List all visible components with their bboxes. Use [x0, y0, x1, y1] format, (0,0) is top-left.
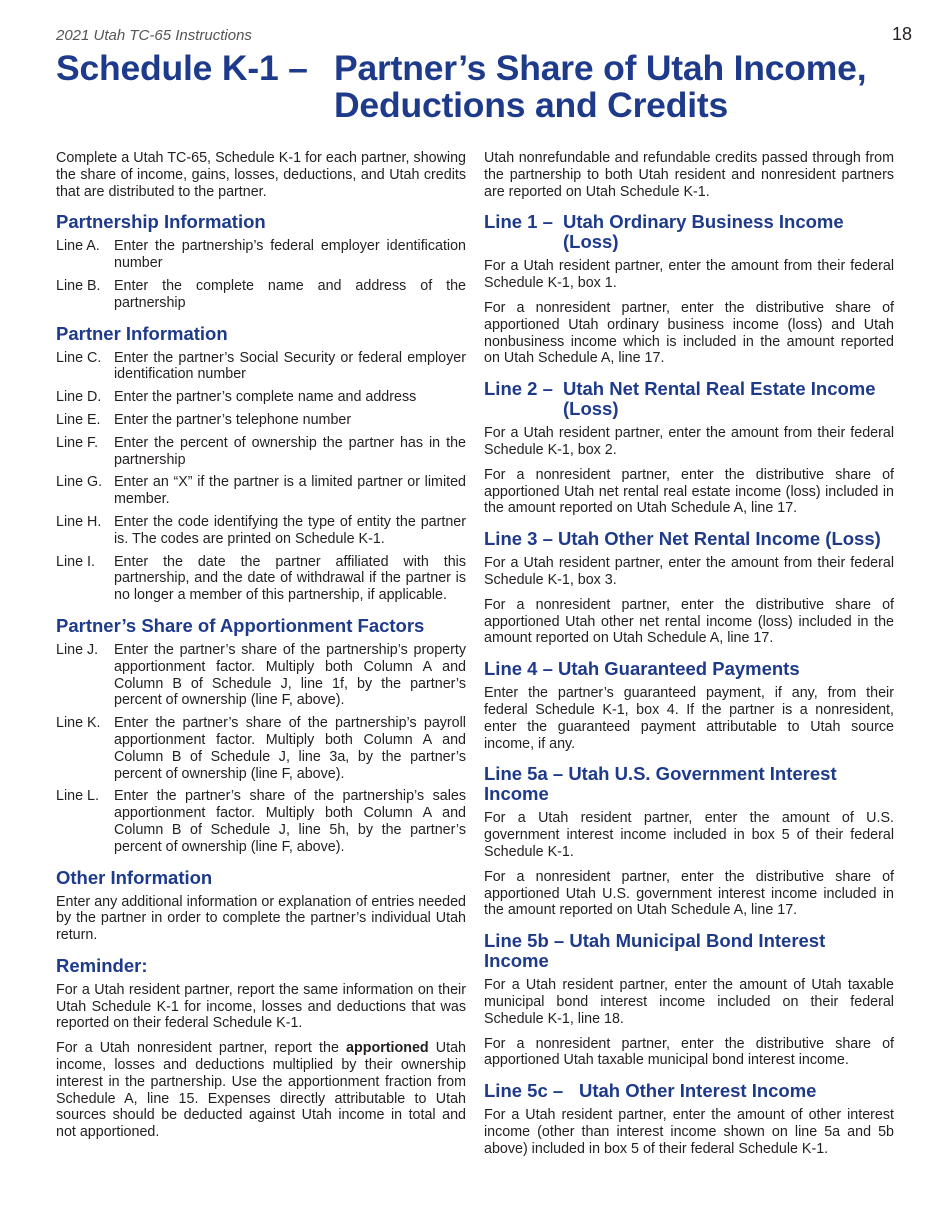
page-number: 18 [891, 24, 912, 44]
line-l: Line L. Enter the partner’s share of the partnership’s sales apportionment factor. Multiply both Column A and Column B of Schedule J, line 5h, by the partner’s percent of ownership (line F, above). [56, 788, 466, 855]
line-5c-resident-text: For a Utah resident partner, enter the amount of other interest income (other than interest income shown on line 5a and 5b above) included in box 5 of their federal Schedule K-1. [484, 1107, 894, 1157]
line-4-text: Enter the partner’s guaranteed payment, if any, from their federal Schedule K-1, box 4. If the partner is a nonresident, enter the guaranteed payment attributable to Utah source income, if any. [484, 685, 894, 752]
line-5a-resident-text: For a Utah resident partner, enter the amount of U.S. government interest income included in box 5 of their federal Schedule K-1. [484, 810, 894, 860]
right-column [484, 150, 894, 1165]
line-1-resident-text: For a Utah resident partner, enter the amount from their federal Schedule K-1, box 1. [484, 258, 894, 292]
line-3-heading: Line 3 – Utah Other Net Rental Income (Loss) [484, 528, 881, 550]
partner-information-heading: Partner Information [56, 322, 228, 344]
other-information-heading: Other Information [56, 866, 213, 888]
apportionment-factors-lines [56, 642, 466, 856]
line-4-heading: Line 4 – Utah Guaranteed Payments [484, 658, 800, 680]
reminder-paragraph-2: For a Utah nonresident partner, report the apportioned Utah income, losses and deductions multiplied by their ownership interest in the partnership. Use the apportionment fraction from Schedule A, line 15. Expenses directly attributable to Utah sources should be deducted against Utah income in total and not apportioned. [56, 1040, 467, 1141]
line-d: Line D. Enter the partner’s complete name and address [56, 389, 417, 406]
line-3-resident-text: For a Utah resident partner, enter the amount from their federal Schedule K-1, box 3. [484, 555, 894, 588]
apportionment-factors-heading: Partner’s Share of Apportionment Factors [56, 614, 425, 636]
line-3-nonresident-text: For a nonresident partner, enter the distributive share of apportioned Utah other net rental income (loss) included in the amount reported on Utah Schedule A, line 17. [484, 596, 894, 647]
line-i: Line I. Enter the date the partner affiliated with this partnership, and the date of withdrawal if the partner is no longer a member of this partnership, if applicable. [56, 553, 466, 604]
reminder-heading: Reminder: [56, 954, 148, 976]
other-information-text: Enter any additional information or explanation of entries needed by the partner in order to complete the partner’s individual Utah return. [56, 893, 466, 944]
line-5a-nonresident-text: For a nonresident partner, enter the distributive share of apportioned Utah U.S. government interest income included in the amount reported on Utah Schedule A, line 17. [484, 868, 894, 919]
partnership-information-heading: Partnership Information [56, 211, 266, 233]
partnership-information-lines [56, 238, 466, 311]
line-b: Line B. Enter the complete name and address of the partnership [56, 277, 466, 311]
reminder-paragraph-1: For a Utah resident partner, report the same information on their Utah Schedule K-1 for income, losses and deductions that was reported on their federal Schedule K-1. [56, 981, 466, 1032]
credits-intro-paragraph: Utah nonrefundable and refundable credits passed through from the partnership to both Utah resident and nonresident partners are reported on Utah Schedule K-1. [484, 150, 894, 200]
line-c: Line C. Enter the partner’s Social Security or federal employer identification number [56, 349, 466, 383]
title-line-2: Deductions and Credits [334, 85, 729, 125]
page-title [56, 50, 916, 124]
line-h: Line H. Enter the code identifying the type of entity the partner is. The codes are printed on Schedule K-1. [56, 513, 466, 547]
line-5b-nonresident-text: For a nonresident partner, enter the distributive share of apportioned Utah taxable municipal bond interest income. [484, 1035, 894, 1069]
apportioned-emphasis: apportioned [346, 1040, 429, 1057]
line-f: Line F. Enter the percent of ownership the partner has in the partnership [56, 434, 466, 468]
line-2-resident-text: For a Utah resident partner, enter the amount from their federal Schedule K-1, box 2. [484, 425, 894, 458]
line-1-nonresident-text: For a nonresident partner, enter the distributive share of apportioned Utah ordinary business income (loss) and Utah nonbusiness income which is included in the amount reported on Utah Schedule A, line 17. [484, 299, 894, 367]
partner-information-lines [56, 350, 466, 604]
line-a: Line A. Enter the partnership’s federal employer identification number [56, 238, 466, 272]
line-e: Line E. Enter the partner’s telephone number [56, 411, 352, 428]
line-k: Line K. Enter the partner’s share of the partnership’s payroll apportionment factor. Multiply both Column A and Column B of Schedule J, line 3a, by the partner’s percent of ownership (line F, above). [56, 715, 466, 782]
line-5c-heading: Line 5c – Utah Other Interest Income [484, 1080, 817, 1102]
title-line-1: Partner’s Share of Utah Income, [334, 48, 867, 88]
title-lead: Schedule K-1 – [56, 48, 308, 88]
intro-paragraph: Complete a Utah TC-65, Schedule K-1 for each partner, showing the share of income, gains, losses, deductions, and Utah credits that are distributed to the partner. [56, 150, 466, 200]
document-title: 2021 Utah TC-65 Instructions [56, 27, 252, 44]
left-column [56, 150, 466, 1149]
line-5a-heading: Line 5a – Utah U.S. Government Interest Income [484, 763, 837, 805]
line-j: Line J. Enter the partner’s share of the partnership’s property apportionment factor. Multiply both Column A and Column B of Schedule J, line 1f, by the partner’s percent of ownership (line F, above). [56, 641, 466, 709]
line-2-nonresident-text: For a nonresident partner, enter the distributive share of apportioned Utah net rental real estate income (loss) included in the amount reported on Utah Schedule A, line 17. [484, 466, 894, 517]
line-1-heading: Line 1 – Utah Ordinary Business Income (Loss) [484, 211, 844, 253]
line-2-heading: Line 2 – Utah Net Rental Real Estate Income (Loss) [484, 378, 876, 420]
line-5b-resident-text: For a Utah resident partner, enter the amount of Utah taxable municipal bond interest income included on their federal Schedule K-1, line 18. [484, 977, 894, 1027]
line-g: Line G. Enter an “X” if the partner is a limited partner or limited member. [56, 474, 466, 508]
line-5b-heading: Line 5b – Utah Municipal Bond Interest Income [484, 930, 826, 972]
